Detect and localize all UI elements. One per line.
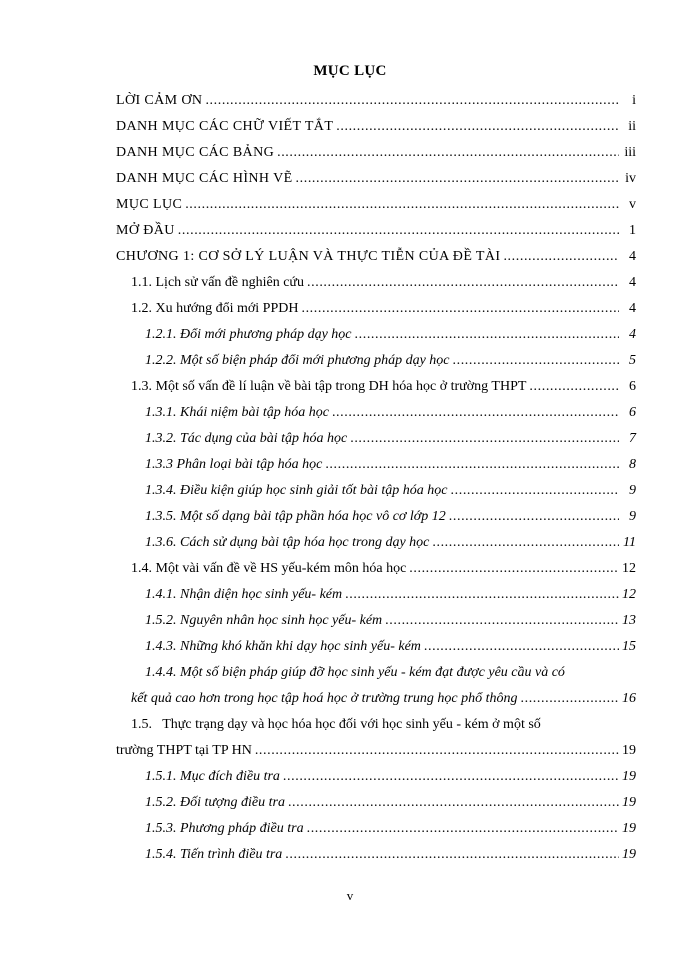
toc-entry[interactable] bbox=[145, 507, 636, 527]
toc-leader bbox=[288, 793, 619, 813]
toc-leader bbox=[449, 507, 619, 527]
toc-entry-page: 19 bbox=[622, 743, 636, 758]
toc-entry-page: 4 bbox=[629, 275, 636, 290]
toc-entry-page: 9 bbox=[629, 509, 636, 524]
toc-leader bbox=[255, 741, 619, 761]
toc-leader bbox=[296, 169, 619, 189]
toc-entry[interactable] bbox=[131, 377, 636, 397]
toc-entry-label: 1.3.6. Cách sử dụng bài tập hóa học trong dạy học bbox=[145, 535, 430, 550]
toc-leader bbox=[409, 559, 619, 579]
toc-entry[interactable] bbox=[116, 91, 636, 111]
toc-entry-label: LỜI CẢM ƠN bbox=[116, 93, 203, 108]
toc-entry-line1[interactable]: 1.4.4. Một số biện pháp giúp đỡ học sinh yếu - kém đạt được yêu cầu và có bbox=[145, 665, 565, 680]
toc-entry-page: 9 bbox=[629, 483, 636, 498]
toc-leader bbox=[345, 585, 619, 605]
toc-entry[interactable] bbox=[116, 117, 636, 137]
toc-leader bbox=[185, 195, 619, 215]
toc-entry-page: 8 bbox=[629, 457, 636, 472]
toc-leader bbox=[307, 273, 619, 293]
toc-leader bbox=[385, 611, 619, 631]
toc-entry-page: 12 bbox=[622, 561, 636, 576]
toc-entry-page: ii bbox=[628, 119, 636, 134]
toc-entry-label: 1.4.3. Những khó khăn khi dạy học sinh yếu- kém bbox=[145, 639, 421, 654]
toc-entry-page: i bbox=[632, 93, 636, 108]
toc-entry[interactable] bbox=[116, 195, 636, 215]
toc-entry-page: 19 bbox=[622, 769, 636, 784]
toc-entry-page: 19 bbox=[622, 795, 636, 810]
toc-leader bbox=[424, 637, 619, 657]
toc-entry-label: DANH MỤC CÁC BẢNG bbox=[116, 145, 275, 160]
toc-entry[interactable] bbox=[145, 403, 636, 423]
toc-leader bbox=[521, 689, 620, 709]
toc-entry[interactable] bbox=[145, 611, 636, 631]
toc-entry-line1[interactable]: 1.5. Thực trạng dạy và học hóa học đối với học sinh yếu - kém ở một số bbox=[131, 717, 541, 732]
toc-entry-label: DANH MỤC CÁC HÌNH VẼ bbox=[116, 171, 293, 186]
toc-entry-label: kết quả cao hơn trong học tập hoá học ở trường trung học phổ thông bbox=[131, 691, 518, 706]
toc-entry[interactable] bbox=[131, 299, 636, 319]
toc-entry-label: 1.5.2. Nguyên nhân học sinh học yếu- kém bbox=[145, 613, 383, 628]
toc-entry-label: MỞ ĐẦU bbox=[116, 223, 175, 238]
toc-leader bbox=[301, 299, 619, 319]
toc-entry-page: 6 bbox=[629, 405, 636, 420]
toc-entry[interactable] bbox=[145, 351, 636, 371]
toc-entry-label: 1.3.1. Khái niệm bài tập hóa học bbox=[145, 405, 329, 420]
toc-entry[interactable] bbox=[145, 637, 636, 657]
toc-entry-page: 4 bbox=[629, 249, 636, 264]
toc-entry-label: CHƯƠNG 1: CƠ SỞ LÝ LUẬN VÀ THỰC TIỄN CỦA ĐỀ TÀI bbox=[116, 249, 501, 264]
toc-entry-page: v bbox=[629, 197, 636, 212]
toc-entry-page: 1 bbox=[629, 223, 636, 238]
toc-entry-label: 1.3. Một số vấn đề lí luận về bài tập trong DH hóa học ở trường THPT bbox=[131, 379, 527, 394]
toc-leader bbox=[336, 117, 619, 137]
toc-entry-page: 19 bbox=[622, 847, 636, 862]
toc-leader bbox=[451, 481, 619, 501]
toc-entry-label: 1.2. Xu hướng đổi mới PPDH bbox=[131, 301, 299, 316]
toc-leader bbox=[432, 533, 619, 553]
toc-entry[interactable] bbox=[145, 325, 636, 345]
toc-entry[interactable] bbox=[145, 533, 636, 553]
toc-entry-label: DANH MỤC CÁC CHỮ VIẾT TẮT bbox=[116, 119, 334, 134]
toc-entry[interactable] bbox=[145, 585, 636, 605]
toc-entry-page: iv bbox=[625, 171, 636, 186]
toc-leader bbox=[350, 429, 619, 449]
toc-entry[interactable] bbox=[145, 845, 636, 865]
toc-entry-label: 1.4. Một vài vấn đề về HS yếu-kém môn hóa học bbox=[131, 561, 407, 576]
toc-entry-label: 1.2.2. Một số biện pháp đổi mới phương pháp dạy học bbox=[145, 353, 450, 368]
toc-entry-label: 1.5.3. Phương pháp điều tra bbox=[145, 821, 304, 836]
toc-entry-page: 5 bbox=[629, 353, 636, 368]
toc-entry-label: 1.3.2. Tác dụng của bài tập hóa học bbox=[145, 431, 348, 446]
page-number-footer: v bbox=[346, 888, 354, 903]
toc-leader bbox=[453, 351, 620, 371]
toc-leader bbox=[283, 767, 619, 787]
toc-leader bbox=[285, 845, 619, 865]
toc-entry-label: 1.2.1. Đổi mới phương pháp dạy học bbox=[145, 327, 352, 342]
toc-entry[interactable] bbox=[116, 221, 636, 241]
toc-entry-label: 1.3.5. Một số dạng bài tập phần hóa học vô cơ lớp 12 bbox=[145, 509, 446, 524]
toc-leader bbox=[529, 377, 619, 397]
toc-entry-label: 1.4.1. Nhận diện học sinh yếu- kém bbox=[145, 587, 343, 602]
toc-leader bbox=[332, 403, 619, 423]
toc-entry-page: 16 bbox=[622, 691, 636, 706]
toc-entry-label: 1.5.1. Mục đích điều tra bbox=[145, 769, 280, 784]
page-title: MỤC LỤC bbox=[313, 63, 387, 79]
toc-leader bbox=[277, 143, 619, 163]
toc-entry-label: 1.5.4. Tiến trình điều tra bbox=[145, 847, 283, 862]
toc-entry[interactable] bbox=[145, 455, 636, 475]
toc-entry-page: iii bbox=[624, 145, 636, 160]
toc-entry-page: 4 bbox=[629, 327, 636, 342]
toc-entry[interactable] bbox=[131, 273, 636, 293]
toc-entry-page: 19 bbox=[622, 821, 636, 836]
toc-entry-page: 7 bbox=[629, 431, 636, 446]
toc-entry-page: 13 bbox=[622, 613, 636, 628]
toc-leader bbox=[325, 455, 619, 475]
toc-leader bbox=[178, 221, 619, 241]
toc-entry[interactable] bbox=[131, 689, 636, 709]
toc-entry-label: MỤC LỤC bbox=[116, 197, 183, 212]
toc-leader bbox=[205, 91, 619, 111]
toc-entry[interactable] bbox=[145, 767, 636, 787]
toc-leader bbox=[307, 819, 619, 839]
toc-entry-page: 11 bbox=[623, 535, 636, 550]
toc-entry[interactable] bbox=[145, 481, 636, 501]
toc-entry[interactable] bbox=[131, 559, 636, 579]
toc-entry[interactable] bbox=[145, 819, 636, 839]
toc-entry-label: 1.5.2. Đối tượng điều tra bbox=[145, 795, 285, 810]
toc-entry[interactable] bbox=[116, 741, 636, 761]
toc-entry[interactable] bbox=[145, 793, 636, 813]
toc-entry-chapter[interactable] bbox=[116, 247, 636, 267]
toc-entry-label: 1.1. Lịch sử vấn đề nghiên cứu bbox=[131, 275, 305, 290]
toc-entry-page: 15 bbox=[622, 639, 636, 654]
toc-entry-page: 4 bbox=[629, 301, 636, 316]
toc-entry[interactable] bbox=[116, 169, 636, 189]
toc-entry[interactable] bbox=[145, 429, 636, 449]
toc-entry-page: 6 bbox=[629, 379, 636, 394]
toc-leader bbox=[355, 325, 619, 345]
toc-entry[interactable] bbox=[116, 143, 636, 163]
toc-entry-label: 1.3.3 Phân loại bài tập hóa học bbox=[145, 457, 323, 472]
toc-entry-label: 1.3.4. Điều kiện giúp học sinh giải tốt bài tập hóa học bbox=[145, 483, 448, 498]
toc-entry-page: 12 bbox=[622, 587, 636, 602]
toc-entry-label: trường THPT tại TP HN bbox=[116, 743, 252, 758]
toc-leader bbox=[503, 247, 619, 267]
